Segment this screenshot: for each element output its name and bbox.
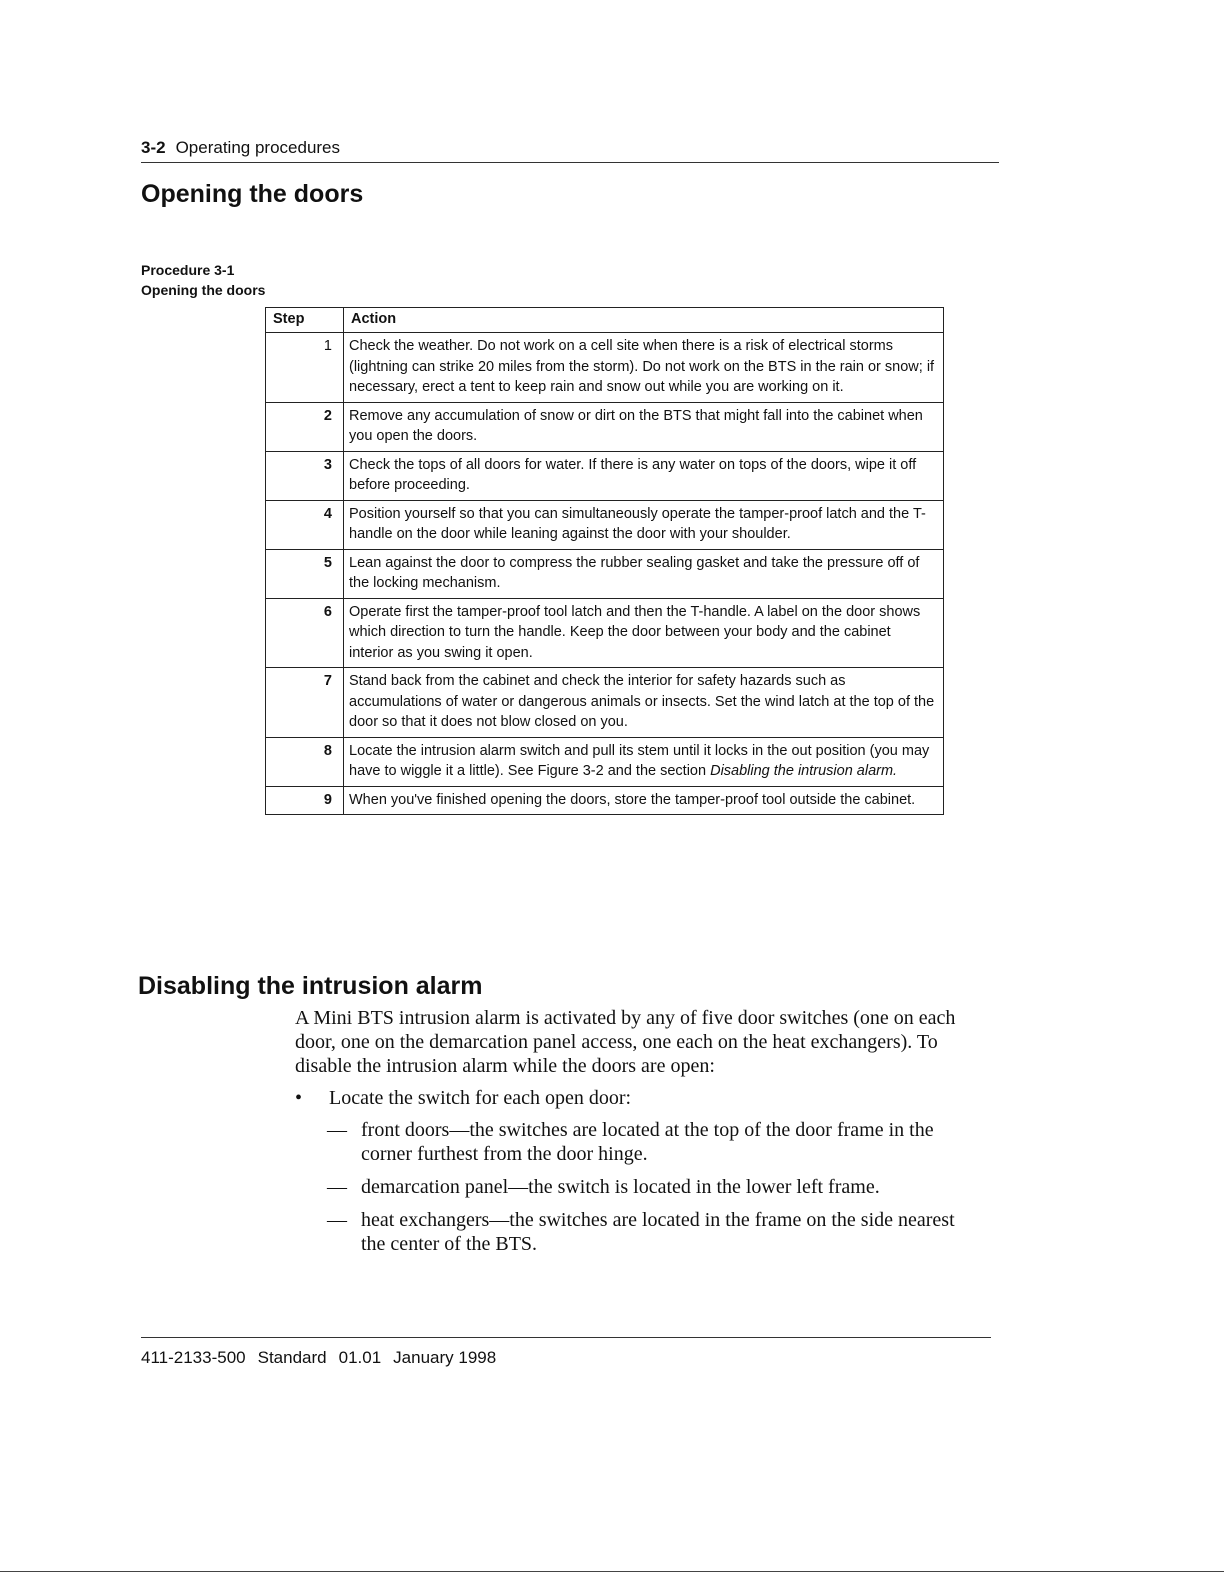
dash-icon: — (327, 1176, 347, 1198)
step-action: Check the weather. Do not work on a cell site when there is a risk of electrical storms (lightning can strike 20 miles from the storm). Do not work on the BTS in the rain or snow; if necessary, erect a tent to keep rain and snow out while you are working on it. (344, 333, 944, 403)
section-body (295, 1006, 995, 1265)
procedure-caption (141, 260, 265, 300)
dash-icon: — (327, 1209, 347, 1231)
page-number: 3-2 (141, 138, 166, 157)
dash-icon: — (327, 1119, 347, 1141)
bullet-text: Locate the switch for each open door: (329, 1087, 632, 1109)
bullet-icon: • (295, 1087, 303, 1109)
table-header-row (266, 308, 944, 333)
table-row (266, 451, 944, 500)
table-row (266, 786, 944, 815)
procedure-number: Procedure 3-1 (141, 262, 235, 278)
step-action: Operate first the tamper-proof tool latch and then the T-handle. A label on the door shows which direction to turn the handle. Keep the door between your body and the cabinet interior as you swing it open. (344, 598, 944, 668)
table-row (266, 598, 944, 668)
table-row (266, 668, 944, 738)
step-action-cell (344, 737, 944, 786)
step-action: Check the tops of all doors for water. If there is any water on tops of the doors, wipe it off before proceeding. (344, 451, 944, 500)
intro-paragraph: A Mini BTS intrusion alarm is activated by any of five door switches (one on each door, one on the demarcation panel access, one each on the heat exchangers). To disable the intrusion alarm while the doors are open: (295, 1007, 956, 1077)
sub-list-item (295, 1208, 981, 1256)
step-action: When you've finished opening the doors, store the tamper-proof tool outside the cabinet. (344, 786, 944, 815)
step-number: 8 (266, 737, 344, 786)
page-title: Opening the doors (141, 180, 364, 208)
bullet-item (295, 1086, 995, 1110)
page-footer (141, 1337, 991, 1368)
table-row (266, 549, 944, 598)
step-number: 1 (266, 333, 344, 403)
document-number: 411-2133-500 (141, 1348, 246, 1367)
step-action: Locate the intrusion alarm switch and pull its stem until it locks in the out position (you may have to wiggle it a little). See Figure 3-2 and the section (349, 742, 930, 779)
document-status: Standard (257, 1348, 327, 1367)
column-header-action: Action (344, 308, 944, 333)
step-number: 7 (266, 668, 344, 738)
document-version: 01.01 (338, 1348, 382, 1367)
section-title: Disabling the intrusion alarm (138, 972, 483, 1000)
table-row (266, 402, 944, 451)
section-reference-link-text: Disabling the intrusion alarm. (710, 763, 898, 779)
document-date: January 1998 (393, 1348, 497, 1367)
step-number: 4 (266, 500, 344, 549)
step-action: Position yourself so that you can simultaneously operate the tamper-proof latch and the T-handle on the door while leaning against the door with your shoulder. (344, 500, 944, 549)
step-number: 2 (266, 402, 344, 451)
step-action: Lean against the door to compress the rubber sealing gasket and take the pressure off of the locking mechanism. (344, 549, 944, 598)
table-row (266, 500, 944, 549)
procedure-name: Opening the doors (141, 282, 266, 298)
column-header-step: Step (266, 308, 344, 333)
sub-list-item (295, 1175, 981, 1199)
table-row (266, 737, 944, 786)
step-number: 3 (266, 451, 344, 500)
step-action: Remove any accumulation of snow or dirt on the BTS that might fall into the cabinet when you open the doors. (344, 402, 944, 451)
sub-list-item (295, 1118, 981, 1166)
scan-edge-line (0, 1571, 1224, 1572)
sub-list-text: heat exchangers—the switches are located in the frame on the side nearest the center of the BTS. (361, 1209, 955, 1255)
running-section-title: Operating procedures (175, 138, 341, 157)
step-number: 5 (266, 549, 344, 598)
sub-list-text: demarcation panel—the switch is located in the lower left frame. (361, 1176, 880, 1198)
step-number: 6 (266, 598, 344, 668)
step-action: Stand back from the cabinet and check the interior for safety hazards such as accumulations of water or dangerous animals or insects. Set the wind latch at the top of the door so that it does not blow closed on you. (344, 668, 944, 738)
procedure-table (265, 307, 944, 815)
sub-list-text: front doors—the switches are located at the top of the door frame in the corner furthest from the door hinge. (361, 1119, 934, 1165)
table-row (266, 333, 944, 403)
running-header (141, 138, 999, 163)
step-number: 9 (266, 786, 344, 815)
